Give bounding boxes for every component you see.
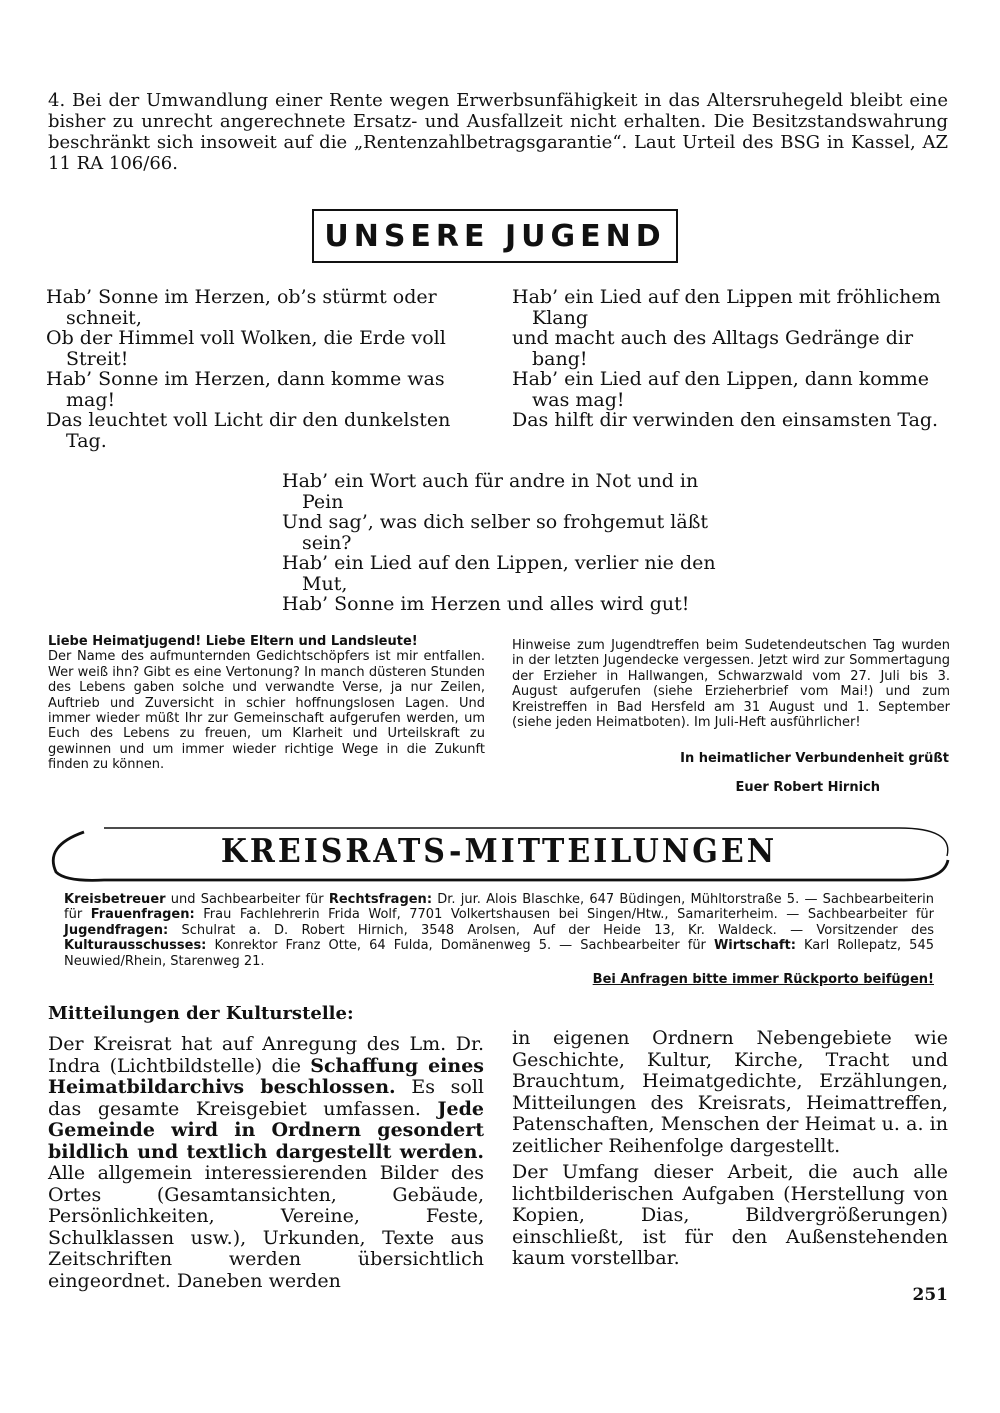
- letter-greeting: Liebe Heimatjugend! Liebe Eltern und Landsleute!: [48, 634, 418, 649]
- kreisrat-title: KREISRATS-MITTEILUNGEN: [220, 832, 778, 871]
- kultur-text: Der Kreisrat hat auf Anregung des Lm. Dr. Indra (Lichtbildstelle) die: [48, 1033, 484, 1077]
- poem-line: Hab’ Sonne im Herzen, ob’s stürmt oder schneit,: [46, 286, 437, 329]
- poem-line: Hab’ ein Lied auf den Lippen, verlier nie den Mut,: [282, 552, 716, 595]
- kultur-text-bold: Schaffung eines Heimatbildarchivs beschlossen.: [48, 1054, 484, 1098]
- poem-line: und macht auch des Alltags Gedränge dir bang!: [512, 327, 914, 370]
- return-postage-note: Bei Anfragen bitte immer Rückporto beifügen!: [592, 972, 934, 987]
- poem-line: Ob der Himmel voll Wolken, die Erde voll Streit!: [46, 327, 446, 370]
- poem-line: Hab’ ein Lied auf den Lippen mit fröhlichem Klang: [512, 286, 941, 329]
- poem-stanza-left: [46, 287, 486, 451]
- poem-line: Das hilft dir verwinden den einsamsten Tag.: [512, 409, 939, 431]
- page-number: 251: [912, 1285, 948, 1305]
- poem-stanza-right: [512, 287, 952, 431]
- section-title-box: [312, 209, 678, 263]
- contact-topic: Kulturausschusses:: [64, 938, 207, 954]
- poem-line: Hab’ ein Lied auf den Lippen, dann komme was mag!: [512, 368, 930, 411]
- kultur-paragraph: Der Umfang dieser Arbeit, die auch alle lichtbilderischen Aufgaben (Herstellung von Kopien, Dias, Bildvergrößerungen) einschließt, ist für den Außenstehenden kaum vorstellbar.: [512, 1161, 948, 1269]
- kultur-right-column: [512, 1028, 948, 1270]
- section-title-unsere-jugend: UNSERE JUGEND: [324, 218, 666, 254]
- letter-closing: In heimatlicher Verbundenheit grüßt: [680, 751, 949, 766]
- contact-text: Dr. jur. Alois Blaschke, 647 Büdingen, Mühltorstraße 5. — Sachbearbeiterin für: [64, 892, 934, 923]
- letter-left-column: [48, 634, 485, 773]
- poem-line: Hab’ Sonne im Herzen, dann komme was mag!: [46, 368, 445, 411]
- letter-signature: Euer Robert Hirnich: [735, 780, 880, 795]
- kultur-heading: Mitteilungen der Kulturstelle:: [48, 1003, 354, 1024]
- contact-topic: Rechtsfragen:: [328, 892, 433, 907]
- contact-text: und Sachbearbeiter für: [165, 892, 329, 907]
- poem-line: Und sag’, was dich selber so frohgemut läßt sein?: [282, 511, 709, 554]
- poem-line: Hab’ ein Wort auch für andre in Not und in Pein: [282, 470, 699, 513]
- contact-topic: Frauenfragen:: [90, 907, 195, 923]
- contact-text: Karl Rollepatz, 545 Neuwied/Rhein, Starenweg 21.: [64, 938, 934, 969]
- kultur-paragraph: in eigenen Ordnern Nebengebiete wie Geschichte, Kultur, Kirche, Tracht und Brauchtum, Heimatgedichte, Erzählungen, Mitteilungen des Kreisrats, Heimattreffen, Patenschaften, Menschen der Heimat u. a. in zeitlicher Reihenfolge dargestellt.: [512, 1027, 948, 1157]
- poem-line: Das leuchtet voll Licht dir den dunkelsten Tag.: [46, 409, 451, 452]
- kultur-text: Es soll das gesamte Kreisgebiet umfassen.: [48, 1076, 484, 1120]
- intro-paragraph: 4. Bei der Umwandlung einer Rente wegen Erwerbsunfähigkeit in das Altersruhegeld bleibt eine bisher zu unrecht angerechnete Ersatz- und Ausfallzeit nicht erhalten. Die Besitzstandswahrung beschränkt sich insoweit auf die „Rentenzahlbetragsgarantie“. Laut Urteil des BSG in Kassel, AZ 11 RA 106/66.: [48, 90, 948, 174]
- contact-topic: Jugendfragen:: [64, 922, 169, 938]
- kultur-left-column: [48, 1034, 484, 1292]
- letter-body-right: Hinweise zum Jugendtreffen beim Sudetendeutschen Tag wurden in der letzten Jugendecke vergessen. Jetzt wird zur Sommertagung der Erzieher in Hallwangen, Schwarzwald vom 27. Juli bis 3. August aufgerufen (siehe Erzieherbrief vom Mai!) und zum Kreistreffen in Bad Hersfeld am 31 August und 1. September (siehe jeden Heimatboten). Im Juli-Heft ausführlicher!: [512, 638, 950, 731]
- contact-text: Schulrat a. D. Robert Hirnich, 3548 Arolsen, Auf der Heide 13, Kr. Waldeck. — Vorsitzender des: [168, 922, 934, 938]
- kreisrat-contacts: [64, 892, 934, 969]
- contact-text: Konrektor Franz Otte, 64 Fulda, Domänenweg 5. — Sachbearbeiter für: [206, 938, 714, 954]
- contact-topic: Wirtschaft:: [713, 938, 796, 954]
- kultur-text-bold: Jede Gemeinde wird in Ordnern gesondert bildlich und textlich dargestellt werden.: [48, 1097, 484, 1163]
- poem-line: Hab’ Sonne im Herzen und alles wird gut!: [282, 593, 690, 615]
- poem-stanza-middle: [282, 471, 732, 615]
- contact-text: Frau Fachlehrerin Frida Wolf, 7701 Volkertshausen bei Singen/Htw., Samariterheim. — Sachbearbeiter für: [194, 907, 934, 923]
- kultur-text: Alle allgemein interessierenden Bilder des Ortes (Gesamtansichten, Gebäude, Persönlichkeiten, Vereine, Feste, Schulklassen usw.), Urkunden, Texte aus Zeitschriften werden übersichtlich eingeordnet. Daneben werden: [48, 1162, 484, 1292]
- letter-body-left: Der Name des aufmunternden Gedichtschöpfers ist mir entfallen. Wer weiß ihn? Gibt es eine Vertonung? In manch düsteren Stunden des Lebens gaben solche und verwandte Verse, ja nur Zeilen, Auftrieb und Zuversicht in schier hoffnungslosen Lagen. Und immer wieder müßt Ihr zur Gemeinschaft aufgerufen werden, um Euch des Lebens zu freuen, um Klarheit und Urteilskraft zu gewinnen und um immer wieder richtige Wege in die Zukunft finden zu können.: [48, 649, 485, 773]
- contact-role: Kreisbetreuer: [64, 892, 166, 907]
